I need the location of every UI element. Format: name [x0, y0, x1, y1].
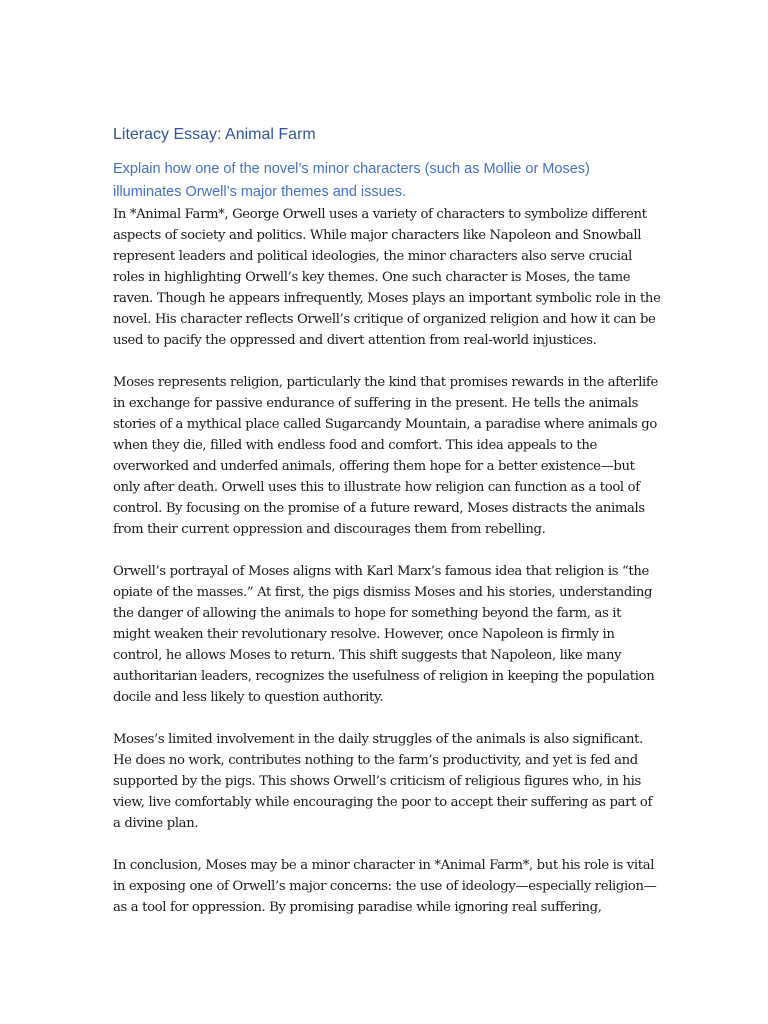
document-body [113, 124, 661, 939]
paragraph-marx: Orwell’s portrayal of Moses aligns with Karl Marx’s famous idea that religion is “the opiate of the masses.” At first, the pigs dismiss Moses and his stories, understanding the danger of allowing the animals to hope for something beyond the farm, as it might weaken their revolutionary resolve. However, once Napoleon is firmly in control, he allows Moses to return. This shift suggests that Napoleon, like many authoritarian leaders, recognizes the usefulness of religion in keeping the population docile and less likely to question authority. [113, 564, 655, 705]
essay-title: Literacy Essay: Animal Farm [113, 126, 316, 143]
paragraph-intro: In *Animal Farm*, George Orwell uses a variety of characters to symbolize different aspects of society and politics. While major characters like Napoleon and Snowball represent leaders and political ideologies, the minor characters also serve crucial roles in highlighting Orwell’s key themes. One such character is Moses, the tame raven. Though he appears infrequently, Moses plays an important symbolic role in the novel. His character reflects Orwell’s critique of organized religion and how it can be used to pacify the oppressed and divert attention from real-world injustices. [113, 207, 661, 348]
paragraph-conclusion: In conclusion, Moses may be a minor character in *Animal Farm*, but his role is vital in exposing one of Orwell’s major concerns: the use of ideology—especially religion—as a tool for oppression. By promising paradise while ignoring real suffering, [113, 858, 657, 915]
paragraph-involvement: Moses’s limited involvement in the daily struggles of the animals is also significant. He does no work, contributes nothing to the farm’s productivity, and yet is fed and supported by the pigs. This shows Orwell’s criticism of religious figures who, in his view, live comfortably while encouraging the poor to accept their suffering as part of a divine plan. [113, 732, 652, 831]
essay-prompt: Explain how one of the novel’s minor characters (such as Mollie or Moses) illuminates Orwell’s major themes and issues. [113, 161, 590, 200]
paragraph-religion: Moses represents religion, particularly the kind that promises rewards in the afterlife in exchange for passive endurance of suffering in the present. He tells the animals stories of a mythical place called Sugarcandy Mountain, a paradise where animals go when they die, filled with endless food and comfort. This idea appeals to the overworked and underfed animals, offering them hope for a better existence—but only after death. Orwell uses this to illustrate how religion can function as a tool of control. By focusing on the promise of a future reward, Moses distracts the animals from their current oppression and discourages them from rebelling. [113, 375, 658, 537]
